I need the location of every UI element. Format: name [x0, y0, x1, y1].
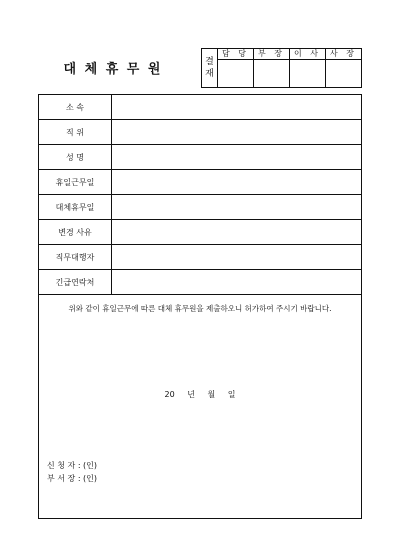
- approval-col-header: 사 장: [326, 49, 361, 60]
- date-line: 20 년 월 일: [164, 390, 236, 399]
- form-title: 대 체 휴 무 원: [63, 62, 163, 77]
- approval-signature-box[interactable]: [254, 60, 289, 87]
- form-row-department: [39, 95, 361, 120]
- field-value[interactable]: [112, 245, 361, 269]
- field-label: 대체휴무일: [39, 195, 112, 219]
- manager-signature-line: 부 서 장 : (인): [47, 474, 98, 483]
- applicant-signature-line: 신 청 자 : (인): [47, 461, 98, 470]
- field-value[interactable]: [112, 220, 361, 244]
- approval-col-header: 담 당: [218, 49, 253, 60]
- approval-col-manager: [254, 49, 290, 87]
- approval-col-header: 이 사: [290, 49, 325, 60]
- field-label: 휴일근무일: [39, 170, 112, 194]
- approval-signature-box[interactable]: [218, 60, 253, 87]
- form-table: [38, 94, 362, 519]
- approval-signature-box[interactable]: [290, 60, 325, 87]
- approval-signature-box[interactable]: [326, 60, 361, 87]
- approval-label-bottom: 재: [205, 69, 214, 79]
- field-value[interactable]: [112, 145, 361, 169]
- field-value[interactable]: [112, 170, 361, 194]
- field-value[interactable]: [112, 95, 361, 119]
- form-row-change-reason: [39, 220, 361, 245]
- field-value[interactable]: [112, 120, 361, 144]
- approval-col-staff: [218, 49, 254, 87]
- field-label: 변경 사유: [39, 220, 112, 244]
- approval-label: [202, 49, 218, 87]
- field-label: 직무대행자: [39, 245, 112, 269]
- field-value[interactable]: [112, 270, 361, 294]
- form-row-name: [39, 145, 361, 170]
- field-value[interactable]: [112, 195, 361, 219]
- field-label: 성 명: [39, 145, 112, 169]
- form-row-emergency-contact: [39, 270, 361, 295]
- form-body: [39, 295, 361, 520]
- form-row-acting-person: [39, 245, 361, 270]
- field-label: 소 속: [39, 95, 112, 119]
- field-label: 직 위: [39, 120, 112, 144]
- field-label: 긴급연락처: [39, 270, 112, 294]
- form-row-position: [39, 120, 361, 145]
- form-row-holiday-work-date: [39, 170, 361, 195]
- approval-col-president: [326, 49, 361, 87]
- approval-table: [201, 48, 362, 88]
- request-statement: 위와 같이 휴일근무에 따른 대체 휴무원을 제출하오니 허가하여 주시기 바랍니다.: [68, 304, 332, 313]
- form-row-substitute-leave-date: [39, 195, 361, 220]
- approval-label-top: 결: [205, 57, 214, 67]
- approval-col-header: 부 장: [254, 49, 289, 60]
- approval-col-director: [290, 49, 326, 87]
